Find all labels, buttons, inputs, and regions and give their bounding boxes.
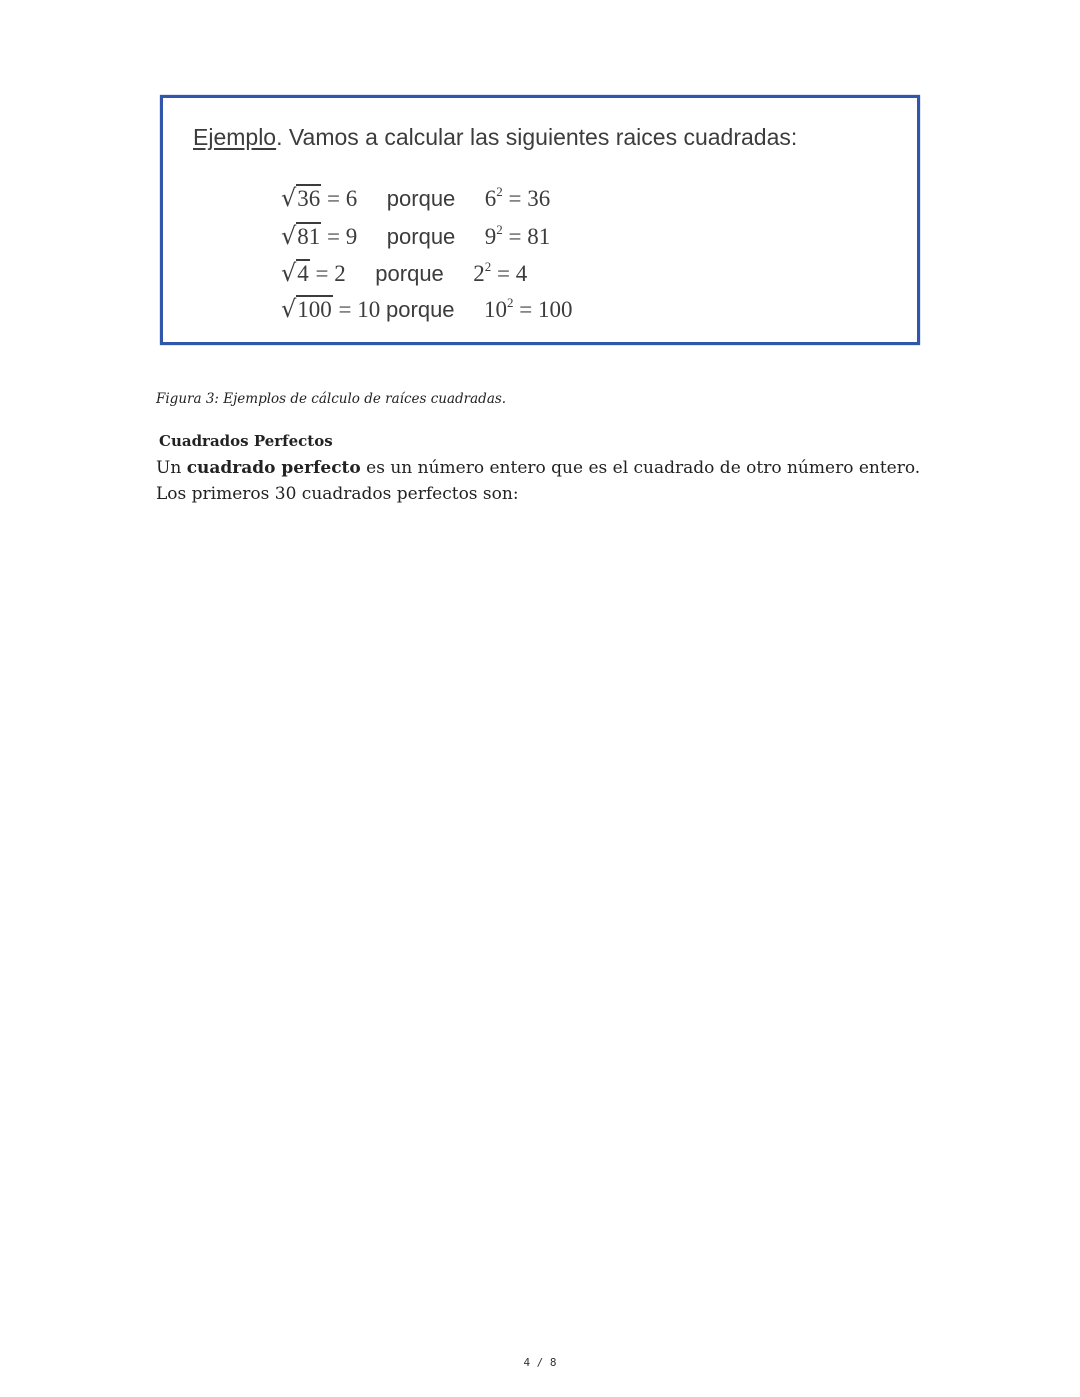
radicand: 36: [297, 186, 321, 211]
radical-icon: √: [281, 222, 297, 250]
power-exponent: 2: [507, 295, 514, 310]
equation-row: [281, 295, 573, 323]
square-root: [281, 295, 333, 323]
example-heading-text: . Vamos a calcular las siguientes raices cuadradas:: [276, 124, 798, 150]
equation-row: [281, 222, 550, 250]
porque-word: porque: [375, 261, 444, 286]
equation-row: [281, 259, 527, 287]
paragraph-start: Un: [156, 458, 187, 478]
power-exponent: 2: [496, 184, 503, 199]
radicand: 4: [297, 261, 309, 286]
radical-icon: √: [281, 259, 297, 287]
square-root: [281, 259, 310, 287]
power-base: 6: [484, 186, 497, 211]
power-exponent: 2: [484, 259, 492, 274]
square-root: [281, 222, 321, 250]
root-result: = 9: [327, 224, 358, 249]
example-heading: [193, 124, 797, 151]
root-result: = 2: [315, 261, 346, 286]
radical-icon: √: [281, 295, 297, 323]
page-number: 4 / 8: [523, 1356, 557, 1369]
square-root: [281, 184, 321, 212]
power-result: = 4: [497, 261, 528, 286]
porque-word: porque: [386, 224, 456, 249]
example-figure: [160, 95, 920, 345]
power-result: = 100: [519, 297, 573, 322]
porque-word: porque: [386, 186, 456, 211]
radicand: 100: [297, 297, 332, 322]
power-base: 10: [484, 297, 508, 322]
power-base: 2: [473, 261, 485, 286]
section-heading: Cuadrados Perfectos: [159, 432, 333, 450]
root-result: = 6: [327, 186, 358, 211]
body-paragraph: [156, 455, 936, 507]
power-exponent: 2: [496, 222, 503, 237]
power-base: 9: [484, 224, 497, 249]
equation-row: [281, 184, 550, 212]
power-result: = 81: [508, 224, 551, 249]
power-result: = 36: [508, 186, 551, 211]
figure-caption: Figura 3: Ejemplos de cálculo de raíces cuadradas.: [156, 391, 507, 407]
example-heading-label: Ejemplo: [193, 124, 277, 150]
porque-word: porque: [386, 297, 455, 322]
radicand: 81: [297, 224, 321, 249]
paragraph-rest: es un número entero que es el cuadrado de otro número entero. Los primeros 30 cuadrados perfectos son:: [156, 458, 921, 504]
radical-icon: √: [281, 184, 297, 212]
bold-term: cuadrado perfecto: [186, 458, 361, 478]
root-result: = 10: [338, 297, 381, 322]
